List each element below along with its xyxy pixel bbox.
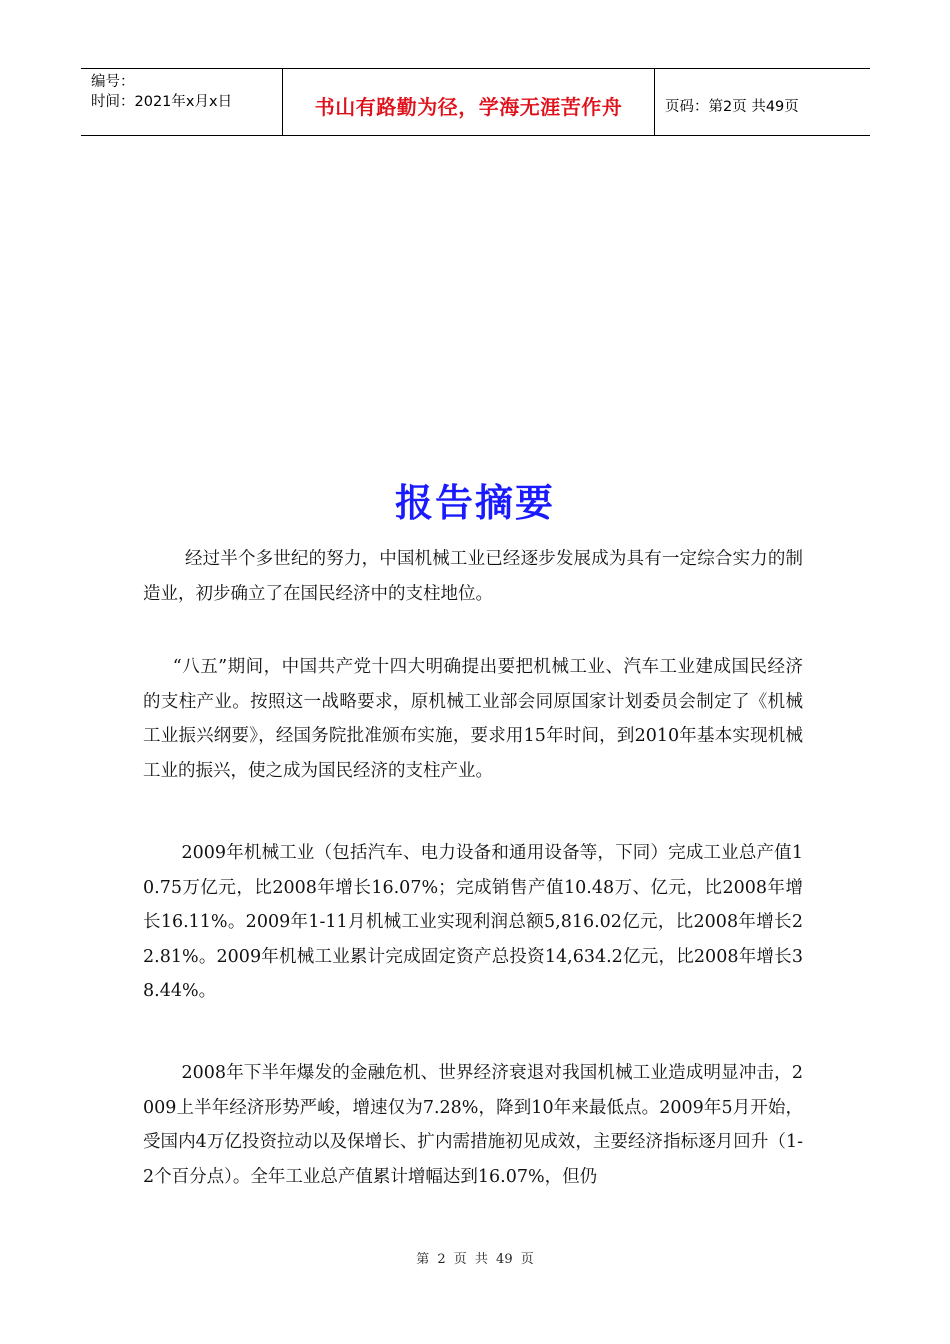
paragraph-1: 经过半个多世纪的努力，中国机械工业已经逐步发展成为具有一定综合实力的制造业，初步确立了在国民经济中的支柱地位。	[143, 549, 803, 604]
header-page-info: 页码：第2页 共49页	[665, 98, 799, 115]
header-table	[81, 68, 870, 136]
document-number-label: 编号：	[91, 74, 135, 90]
header-meta-cell	[81, 69, 282, 135]
paragraph-3: 2009年机械工业（包括汽车、电力设备和通用设备等，下同）完成工业总产值10.75万亿元，比2008年增长16.07%；完成销售产值10.48万、亿元，比2008年增长16.11%。2009年1-11月机械工业实现利润总额5,816.02亿元，比2008年增长22.81%。2009年机械工业累计完成固定资产总投资14,634.2亿元，比2008年增长38.44%。	[143, 843, 803, 1001]
paragraph-4: 2008年下半年爆发的金融危机、世界经济衰退对我国机械工业造成明显冲击，2009上半年经济形势严峻，增速仅为7.28%，降到10年来最低点。2009年5月开始，受国内4万亿投资拉动以及保增长、扩内需措施初见成效，主要经济指标逐月回升（1-2个百分点）。全年工业总产值累计增幅达到16.07%，但仍	[143, 1063, 803, 1187]
page-footer: 第 2 页 共 49 页	[416, 1252, 534, 1267]
document-date: 时间：2021年x月x日	[91, 94, 233, 110]
header-motto: 书山有路勤为径，学海无涯苦作舟	[282, 69, 655, 135]
document-title: 报告摘要	[394, 480, 555, 525]
paragraph-2: “八五”期间，中国共产党十四大明确提出要把机械工业、汽车工业建成国民经济的支柱产业。按照这一战略要求，原机械工业部会同原国家计划委员会制定了《机械工业振兴纲要》，经国务院批准颁布实施，要求用15年时间，到2010年基本实现机械工业的振兴，使之成为国民经济的支柱产业。	[143, 657, 803, 781]
